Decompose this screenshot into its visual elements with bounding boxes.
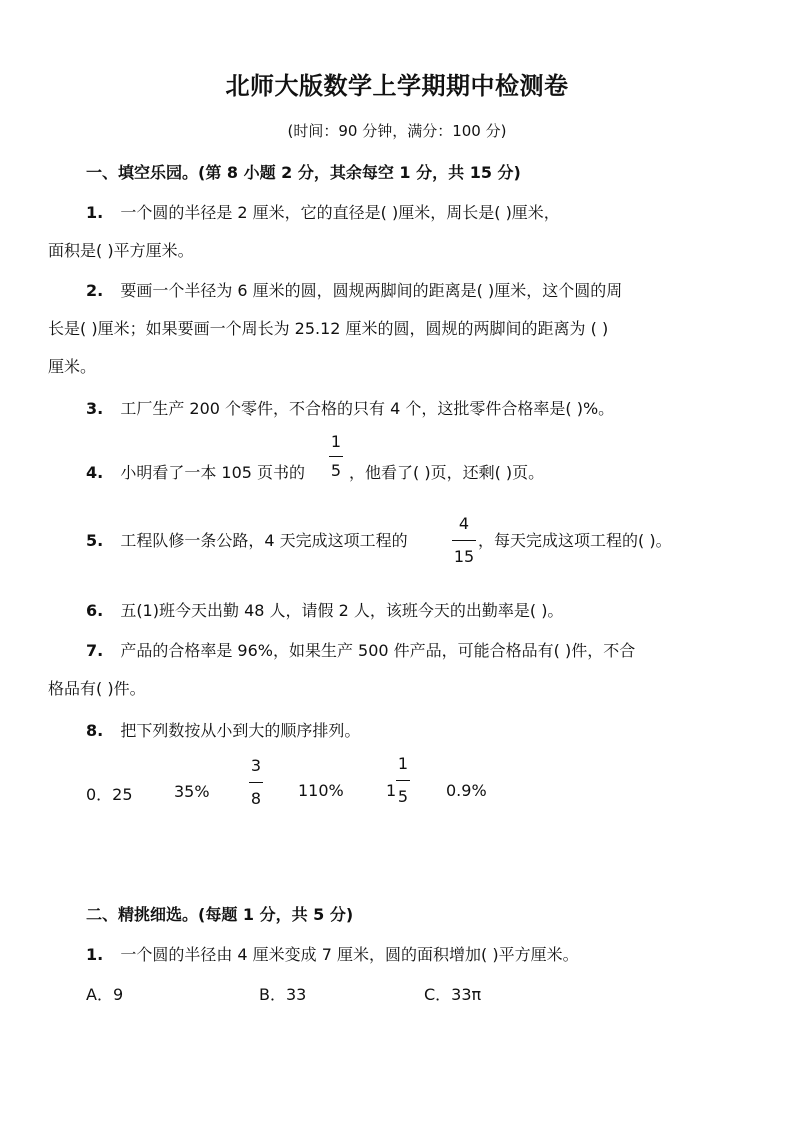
question-1-6	[86, 598, 563, 621]
question-1-8	[86, 718, 360, 741]
fraction-one-fifth	[329, 434, 343, 479]
question-1-4	[86, 460, 305, 483]
option-c: C．33π	[424, 985, 482, 1004]
page-title: 北师大版数学上学期期中检测卷	[225, 72, 569, 100]
fraction-bar	[396, 780, 410, 781]
question-text: 要画一个半径为 6 厘米的圆，圆规两脚间的距离是( )厘米，这个圆的周	[120, 281, 623, 300]
question-1-7-cont: 格品有( )件。	[48, 679, 146, 698]
question-1-7	[86, 638, 635, 661]
question-text: 小明看了一本 105 页书的	[120, 463, 306, 482]
section-1-heading: 一、填空乐园。(第 8 小题 2 分，其余每空 1 分，共 15 分)	[86, 163, 521, 182]
number-item-percent-3: 0.9%	[446, 781, 487, 800]
number-item-fraction	[249, 758, 263, 807]
question-number: 7.	[86, 641, 104, 660]
question-text: 一个圆的半径是 2 厘米，它的直径是( )厘米，周长是( )厘米，	[120, 203, 560, 222]
fraction-bar	[329, 456, 343, 457]
question-number: 3.	[86, 399, 104, 418]
fraction-denominator: 5	[397, 787, 409, 806]
question-number: 6.	[86, 601, 104, 620]
question-1-5	[86, 528, 408, 551]
question-number: 2.	[86, 281, 104, 300]
question-1-1-cont: 面积是( )平方厘米。	[48, 241, 194, 260]
question-number: 5.	[86, 531, 104, 550]
fraction-numerator: 4	[458, 514, 470, 533]
question-2-1	[86, 942, 579, 965]
fraction-numerator: 1	[397, 754, 409, 773]
question-1-4-answer: ，他看了( )页，还剩( )页。	[349, 463, 545, 482]
fraction-denominator: 8	[250, 789, 262, 808]
fraction-bar	[249, 782, 263, 783]
number-item-percent: 35%	[174, 782, 210, 801]
option-a: A．9	[86, 985, 124, 1004]
question-1-3	[86, 396, 614, 419]
mixed-number-whole: 1	[386, 781, 397, 800]
question-number: 1.	[86, 203, 104, 222]
question-text: 工厂生产 200 个零件，不合格的只有 4 个，这批零件合格率是( )%。	[120, 399, 615, 418]
question-1-1	[86, 200, 560, 223]
fraction-denominator: 5	[330, 461, 342, 480]
question-number: 8.	[86, 721, 104, 740]
question-number: 4.	[86, 463, 104, 482]
number-item-percent-2: 110%	[298, 781, 344, 800]
fraction-bar	[452, 540, 476, 541]
fraction-numerator: 3	[250, 756, 262, 775]
option-b: B．33	[259, 985, 307, 1004]
question-text: 五(1)班今天出勤 48 人，请假 2 人，该班今天的出勤率是( )。	[120, 601, 564, 620]
fraction-denominator: 15	[453, 547, 475, 566]
exam-info: (时间：90 分钟，满分：100 分)	[287, 122, 507, 140]
question-1-2-cont: 长是( )厘米；如果要画一个周长为 25.12 厘米的圆，圆规的两脚间的距离为 ( )	[48, 319, 609, 338]
fraction-numerator: 1	[330, 432, 342, 451]
question-text: 产品的合格率是 96%，如果生产 500 件产品，可能合格品有( )件，不合	[120, 641, 636, 660]
question-number: 1.	[86, 945, 104, 964]
mixed-number-fraction	[396, 756, 410, 805]
number-item-decimal: 0．25	[86, 785, 133, 804]
question-text: 一个圆的半径由 4 厘米变成 7 厘米，圆的面积增加( )平方厘米。	[120, 945, 579, 964]
question-text: 工程队修一条公路，4 天完成这项工程的	[120, 531, 408, 550]
question-1-2	[86, 278, 622, 301]
question-text: 把下列数按从小到大的顺序排列。	[120, 721, 361, 740]
fraction-four-fifteenths	[452, 516, 476, 565]
section-2-heading: 二、精挑细选。(每题 1 分，共 5 分)	[86, 905, 354, 924]
question-1-2-cont2: 厘米。	[48, 357, 97, 376]
question-1-5-answer: ，每天完成这项工程的( )。	[478, 531, 672, 550]
